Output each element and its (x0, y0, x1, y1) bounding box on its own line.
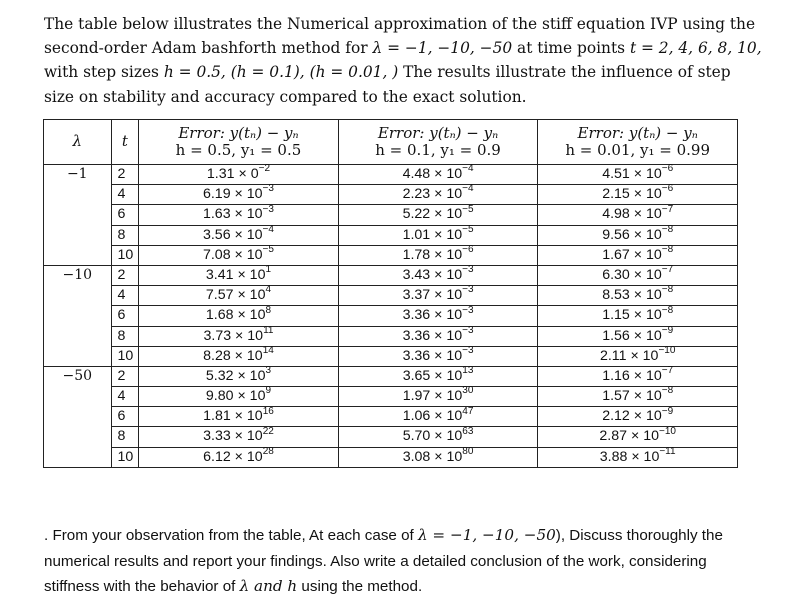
error-cell-col2 (338, 407, 538, 427)
error-cell-col1 (139, 165, 339, 185)
error-cell-col2 (338, 185, 538, 205)
table-body (44, 165, 738, 468)
error-mantissa: 1.56 × 10 (602, 327, 662, 344)
error-mantissa: 4.51 × 10 (602, 166, 662, 182)
t-cell: 4 (111, 185, 139, 205)
error-exponent: −9 (661, 324, 674, 336)
error-mantissa: 2.12 × 10 (602, 408, 662, 425)
table-row (44, 366, 738, 386)
error-mantissa: 3.73 × 10 (203, 327, 264, 344)
error-exponent: 4 (265, 284, 272, 296)
error-exponent: 11 (263, 324, 274, 336)
error-cell-col1 (139, 205, 339, 225)
error-exponent: 22 (262, 425, 274, 437)
error-mantissa: 3.41 × 10 (205, 266, 266, 283)
t-cell: 10 (111, 447, 139, 467)
error-mantissa: 1.81 × 10 (203, 408, 263, 425)
table-row (44, 407, 738, 427)
error-exponent: 8 (265, 304, 272, 316)
error-cell-col3 (538, 447, 738, 467)
error-mantissa: 1.57 × 10 (602, 388, 662, 405)
intro-text-3: with step sizes (44, 63, 164, 82)
error-mantissa: 4.98 × 10 (602, 206, 662, 223)
lambda-cell: −50 (44, 366, 112, 467)
error-cell-col3 (538, 407, 738, 427)
error-cell-col3 (538, 265, 738, 285)
error-mantissa: 7.08 × 10 (202, 246, 263, 263)
error-exponent: 80 (462, 445, 474, 457)
error-cell-col1 (139, 366, 339, 386)
error-mantissa: 6.12 × 10 (203, 448, 263, 465)
error-exponent: −8 (661, 304, 674, 316)
error-cell-col2 (338, 225, 538, 245)
table-row (44, 447, 738, 467)
error-exponent: 16 (262, 405, 274, 417)
error-exponent: −7 (661, 365, 674, 377)
t-cell: 4 (111, 387, 139, 407)
header-error-h01-line2: h = 0.1, y₁ = 0.9 (375, 141, 501, 159)
error-cell-col1 (139, 427, 339, 447)
t-cell: 6 (111, 306, 139, 326)
error-cell-col3 (538, 165, 738, 185)
error-mantissa: 3.65 × 10 (402, 367, 463, 384)
error-cell-col3 (538, 427, 738, 447)
error-exponent: 63 (462, 425, 474, 437)
error-mantissa: 2.11 × 10 (599, 347, 659, 364)
outro-text-3: using the method. (297, 578, 423, 595)
t-cell: 2 (111, 165, 139, 185)
error-mantissa: 2.87 × 10 (599, 428, 659, 445)
error-mantissa: 5.32 × 10 (205, 367, 266, 384)
table-row (44, 387, 738, 407)
error-exponent: −3 (262, 183, 274, 195)
error-cell-col3 (538, 306, 738, 326)
t-cell: 8 (111, 427, 139, 447)
table-row (44, 286, 738, 306)
error-cell-col2 (338, 245, 538, 265)
table-row (44, 165, 738, 185)
error-cell-col2 (338, 346, 538, 366)
error-cell-col1 (139, 306, 339, 326)
error-cell-col1 (139, 387, 339, 407)
error-cell-col3 (538, 286, 738, 306)
error-mantissa: 3.08 × 10 (402, 448, 463, 465)
error-cell-col3 (538, 366, 738, 386)
error-exponent: −5 (262, 244, 274, 256)
problem-intro (44, 12, 764, 109)
error-cell-col1 (139, 407, 339, 427)
lambda-cell: −10 (44, 265, 112, 366)
error-cell-col1 (139, 265, 339, 285)
error-cell-col2 (338, 326, 538, 346)
error-mantissa: 6.19 × 10 (202, 186, 263, 203)
header-error-h01-line1: Error: y(tₙ) − yₙ (377, 123, 499, 142)
error-mantissa: 3.37 × 10 (402, 287, 463, 304)
error-exponent: 28 (262, 445, 274, 457)
error-cell-col3 (538, 346, 738, 366)
error-mantissa: 3.36 × 10 (402, 347, 463, 364)
header-error-h001-line2: h = 0.01, y₁ = 0.99 (565, 141, 711, 159)
t-cell: 6 (111, 205, 139, 225)
header-error-h001 (538, 120, 738, 165)
error-exponent: −4 (462, 183, 474, 195)
error-mantissa: 8.28 × 10 (203, 347, 263, 364)
error-mantissa: 3.43 × 10 (402, 266, 463, 283)
error-cell-col2 (338, 366, 538, 386)
error-exponent: −6 (661, 163, 674, 175)
error-mantissa: 1.78 × 10 (402, 246, 463, 263)
error-mantissa: 1.06 × 10 (402, 408, 463, 425)
error-exponent: −4 (262, 223, 274, 235)
intro-step-sizes: h = 0.5, (h = 0.1), (h = 0.01, ) (163, 63, 399, 82)
error-mantissa: 1.63 × 10 (202, 206, 263, 223)
error-mantissa: 1.97 × 10 (402, 388, 463, 405)
t-cell: 10 (111, 245, 139, 265)
header-error-h01 (338, 120, 538, 165)
error-mantissa: 1.68 × 10 (205, 307, 266, 324)
header-lambda: λ (44, 120, 112, 165)
error-exponent: −4 (462, 163, 474, 175)
error-cell-col2 (338, 286, 538, 306)
error-exponent: 13 (462, 365, 474, 377)
error-exponent: −10 (658, 344, 676, 356)
error-exponent: 9 (265, 385, 272, 397)
table-row (44, 245, 738, 265)
t-cell: 8 (111, 225, 139, 245)
t-cell: 8 (111, 326, 139, 346)
error-exponent: −3 (462, 304, 474, 316)
header-error-h05-line1: Error: y(tₙ) − yₙ (178, 123, 299, 142)
error-mantissa: 3.33 × 10 (203, 428, 263, 445)
header-error-h05 (139, 120, 339, 165)
error-cell-col1 (139, 286, 339, 306)
table-header-row (44, 120, 738, 165)
t-cell: 2 (111, 265, 139, 285)
outro-text-1: . From your observation from the table, At each case of (44, 527, 418, 544)
error-cell-col1 (139, 245, 339, 265)
t-cell: 2 (111, 366, 139, 386)
error-cell-col2 (338, 205, 538, 225)
error-cell-col3 (538, 245, 738, 265)
error-cell-col3 (538, 387, 738, 407)
table-row (44, 185, 738, 205)
error-cell-col2 (338, 165, 538, 185)
error-exponent: −3 (462, 264, 474, 276)
error-cell-col2 (338, 387, 538, 407)
error-cell-col1 (139, 346, 339, 366)
error-exponent: 14 (262, 344, 274, 356)
question-text (44, 523, 764, 600)
error-exponent: 47 (462, 405, 474, 417)
error-exponent: −3 (462, 344, 474, 356)
error-cell-col3 (538, 225, 738, 245)
error-mantissa: 1.01 × 10 (402, 226, 463, 243)
t-cell: 4 (111, 286, 139, 306)
error-mantissa: 3.56 × 10 (202, 226, 263, 243)
error-mantissa: 6.30 × 10 (602, 266, 662, 283)
error-mantissa: 5.70 × 10 (402, 428, 463, 445)
table-row (44, 225, 738, 245)
error-mantissa: 1.15 × 10 (602, 307, 662, 324)
table-row (44, 265, 738, 285)
error-cell-col2 (338, 265, 538, 285)
error-exponent: −6 (661, 183, 674, 195)
error-mantissa: 3.36 × 10 (402, 327, 463, 344)
error-cell-col3 (538, 185, 738, 205)
intro-text-1: The table below illustrates the Numerical approximation of the stiff equation IVP using the second-order Adam bashforth method for (44, 15, 756, 58)
error-cell-col1 (139, 225, 339, 245)
error-mantissa: 3.88 × 10 (599, 448, 660, 465)
intro-text-4: The results illustrate the influence of step size on stability and accuracy compared to the exact solution. (44, 63, 731, 106)
error-cell-col3 (538, 205, 738, 225)
error-exponent: −6 (462, 244, 474, 256)
error-mantissa: 4.48 × 10 (402, 166, 463, 182)
error-exponent: 1 (265, 264, 272, 276)
error-mantissa: 9.80 × 10 (205, 388, 266, 405)
header-error-h05-line2: h = 0.5, y₁ = 0.5 (175, 141, 302, 159)
error-mantissa: 1.31 × 0 (206, 166, 259, 182)
intro-lambda-values: λ = −1, −10, −50 (372, 39, 513, 58)
outro-text-2: ), Discuss thoroughly the numerical results and report your findings. Also write a detailed conclusion of the work, considering stiffness with the behavior of (44, 527, 723, 595)
error-cell-col2 (338, 427, 538, 447)
error-mantissa: 2.15 × 10 (602, 186, 662, 203)
table-row (44, 306, 738, 326)
t-cell: 6 (111, 407, 139, 427)
table-row (44, 205, 738, 225)
intro-text-2: at time points (512, 39, 630, 58)
lambda-cell: −1 (44, 165, 112, 266)
error-cell-col1 (139, 447, 339, 467)
error-exponent: −8 (661, 223, 674, 235)
error-exponent: −10 (658, 425, 676, 437)
error-mantissa: 2.23 × 10 (402, 186, 463, 203)
error-exponent: −7 (661, 264, 674, 276)
error-exponent: −11 (659, 445, 676, 457)
table-row (44, 346, 738, 366)
error-exponent: −8 (661, 284, 674, 296)
t-cell: 10 (111, 346, 139, 366)
error-exponent: 3 (265, 365, 272, 377)
error-exponent: −5 (462, 203, 474, 215)
header-t: t (111, 120, 139, 165)
error-cell-col1 (139, 185, 339, 205)
error-exponent: −7 (661, 203, 674, 215)
outro-lambda-and-h: λ and h (239, 577, 298, 595)
error-mantissa: 5.22 × 10 (402, 206, 463, 223)
error-exponent: −2 (258, 163, 271, 175)
error-exponent: −5 (462, 223, 474, 235)
error-cell-col1 (139, 326, 339, 346)
error-cell-col2 (338, 447, 538, 467)
error-exponent: −3 (462, 284, 474, 296)
error-exponent: −9 (661, 405, 674, 417)
error-mantissa: 1.67 × 10 (602, 246, 662, 263)
error-exponent: −8 (661, 244, 674, 256)
error-mantissa: 8.53 × 10 (602, 287, 662, 304)
error-cell-col2 (338, 306, 538, 326)
error-mantissa: 3.36 × 10 (402, 307, 463, 324)
table-row (44, 427, 738, 447)
error-mantissa: 9.56 × 10 (602, 226, 662, 243)
error-mantissa: 1.16 × 10 (602, 367, 662, 384)
error-cell-col3 (538, 326, 738, 346)
intro-time-points: t = 2, 4, 6, 8, 10, (629, 39, 762, 58)
error-exponent: −8 (661, 385, 674, 397)
error-mantissa: 7.57 × 10 (205, 287, 266, 304)
table-row (44, 326, 738, 346)
error-exponent: 30 (462, 385, 474, 397)
error-table (43, 119, 738, 468)
outro-lambda-cases: λ = −1, −10, −50 (417, 526, 556, 544)
header-error-h001-line1: Error: y(tₙ) − yₙ (577, 123, 698, 142)
error-exponent: −3 (262, 203, 274, 215)
error-exponent: −3 (462, 324, 474, 336)
